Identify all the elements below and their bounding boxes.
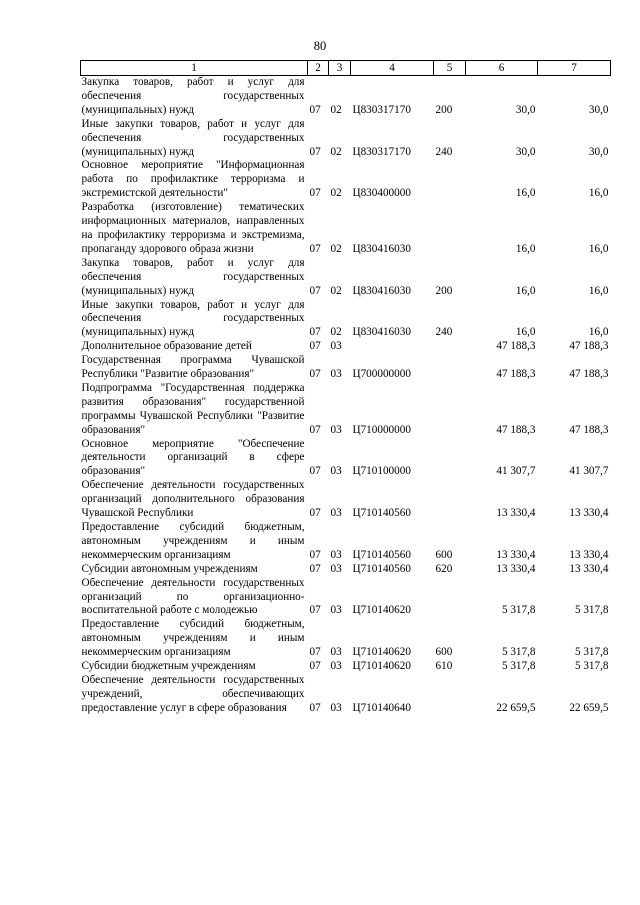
row-name: Основное мероприятие "Обеспечение деятельности организаций в сфере образования" — [81, 437, 305, 478]
header-row — [81, 61, 611, 76]
table-row — [81, 354, 611, 382]
row-amount-col7: 5 317,8 — [574, 660, 609, 673]
table-row — [81, 563, 611, 577]
row-target-code: Ц710140620 — [352, 604, 411, 617]
row-expense-type — [434, 340, 466, 354]
row-amount-col6: 16,0 — [515, 284, 536, 297]
row-amount-col7: 30,0 — [588, 103, 609, 116]
row-expense-type: 600 — [435, 646, 453, 659]
row-expense-type — [434, 674, 466, 716]
row-amount-col7: 16,0 — [588, 284, 609, 297]
row-amount-col7: 47 188,3 — [569, 340, 609, 353]
row-expense-type — [434, 201, 466, 257]
row-section: 07 — [309, 465, 321, 478]
row-name: Основное мероприятие "Информационная работа по профилактике терроризма и экстремистской деятельности" — [81, 159, 305, 200]
row-amount-col6: 41 307,7 — [496, 465, 536, 478]
row-subsection: 02 — [330, 242, 342, 255]
row-section: 07 — [309, 507, 321, 520]
row-amount-col7: 22 659,5 — [569, 701, 609, 714]
row-section: 07 — [309, 423, 321, 436]
row-amount-col7: 47 188,3 — [569, 368, 609, 381]
table-row — [81, 618, 611, 660]
row-section: 07 — [309, 242, 321, 255]
row-target-code: Ц830317170 — [352, 145, 411, 158]
table-row — [81, 382, 611, 438]
row-name: Подпрограмма "Государственная поддержка развития образования" государственной программы Чувашской Республики "Развитие образования" — [81, 381, 305, 436]
row-section: 07 — [309, 145, 321, 158]
row-section: 07 — [309, 646, 321, 659]
table-body — [81, 76, 611, 716]
row-name: Обеспечение деятельности государственных организаций по организационно-воспитательной работе с молодежью — [81, 576, 305, 617]
row-amount-col7: 13 330,4 — [569, 507, 609, 520]
table-row — [81, 340, 611, 354]
header-col-5: 5 — [434, 61, 466, 76]
row-expense-type — [434, 354, 466, 382]
row-amount-col6: 47 188,3 — [496, 368, 536, 381]
row-subsection: 03 — [330, 646, 342, 659]
table-row — [81, 577, 611, 619]
row-subsection: 03 — [330, 340, 342, 353]
header-col-6: 6 — [466, 61, 538, 76]
row-amount-col7: 16,0 — [588, 326, 609, 339]
row-subsection: 02 — [330, 145, 342, 158]
row-expense-type: 600 — [435, 548, 453, 561]
row-amount-col7: 47 188,3 — [569, 423, 609, 436]
row-name: Субсидии бюджетным учреждениям — [81, 660, 256, 673]
row-amount-col6: 5 317,8 — [501, 646, 536, 659]
row-subsection: 03 — [330, 604, 342, 617]
row-target-code — [351, 340, 434, 354]
table-row — [81, 201, 611, 257]
row-subsection: 03 — [330, 660, 342, 673]
row-amount-col6: 13 330,4 — [496, 562, 536, 575]
table-row — [81, 159, 611, 201]
row-expense-type: 240 — [435, 326, 453, 339]
row-name: Субсидии автономным учреждениям — [81, 562, 258, 575]
row-name: Иные закупки товаров, работ и услуг для обеспечения государственных (муниципальных) нужд — [81, 298, 305, 339]
row-expense-type — [434, 382, 466, 438]
row-amount-col6: 16,0 — [515, 242, 536, 255]
row-name: Предоставление субсидий бюджетным, автономным учреждениям и иным некоммерческим организациям — [81, 618, 305, 659]
row-amount-col7: 30,0 — [588, 145, 609, 158]
row-amount-col6: 30,0 — [515, 103, 536, 116]
row-target-code: Ц710140640 — [352, 701, 411, 714]
row-target-code: Ц710140560 — [352, 562, 411, 575]
row-section: 07 — [309, 660, 321, 673]
row-subsection: 03 — [330, 562, 342, 575]
row-expense-type: 610 — [435, 660, 453, 673]
table-row — [81, 438, 611, 480]
row-target-code: Ц830416030 — [352, 242, 411, 255]
row-section: 07 — [309, 103, 321, 116]
row-name: Предоставление субсидий бюджетным, автономным учреждениям и иным некоммерческим организациям — [81, 521, 305, 561]
row-amount-col6: 47 188,3 — [496, 340, 536, 353]
header-col-3: 3 — [329, 61, 351, 76]
row-section: 07 — [309, 562, 321, 575]
row-subsection: 03 — [330, 465, 342, 478]
row-amount-col6: 13 330,4 — [496, 548, 536, 561]
row-section: 07 — [309, 326, 321, 339]
row-expense-type — [434, 438, 466, 480]
row-section: 07 — [309, 701, 321, 714]
row-subsection: 03 — [330, 548, 342, 561]
row-amount-col6: 22 659,5 — [496, 701, 536, 714]
row-section: 07 — [309, 548, 321, 561]
row-name: Обеспечение деятельности государственных учреждений, обеспечивающих предоставление услуг в сфере образования — [81, 673, 305, 714]
row-amount-col6: 16,0 — [515, 326, 536, 339]
row-target-code: Ц830400000 — [352, 187, 411, 200]
table-row — [81, 521, 611, 563]
row-expense-type: 240 — [435, 145, 453, 158]
row-amount-col6: 30,0 — [515, 145, 536, 158]
row-expense-type — [434, 479, 466, 521]
row-section: 07 — [309, 340, 321, 353]
row-amount-col7: 16,0 — [588, 187, 609, 200]
row-amount-col7: 13 330,4 — [569, 548, 609, 561]
row-name: Обеспечение деятельности государственных организаций дополнительного образования Чувашской Республики — [81, 479, 305, 520]
row-name: Иные закупки товаров, работ и услуг для обеспечения государственных (муниципальных) нужд — [81, 117, 305, 158]
row-target-code: Ц710140560 — [352, 507, 411, 520]
row-amount-col6: 5 317,8 — [501, 660, 536, 673]
row-expense-type — [434, 159, 466, 201]
row-name: Государственная программа Чувашской Республики "Развитие образования" — [81, 354, 305, 381]
row-amount-col7: 5 317,8 — [574, 646, 609, 659]
row-expense-type: 200 — [435, 103, 453, 116]
table-row — [81, 479, 611, 521]
row-subsection: 03 — [330, 507, 342, 520]
row-amount-col6: 13 330,4 — [496, 507, 536, 520]
table-row — [81, 118, 611, 160]
row-name: Дополнительное образование детей — [81, 340, 252, 353]
row-amount-col7: 16,0 — [588, 242, 609, 255]
row-subsection: 03 — [330, 701, 342, 714]
budget-table — [80, 60, 611, 716]
row-subsection: 03 — [330, 368, 342, 381]
row-name: Закупка товаров, работ и услуг для обеспечения государственных (муниципальных) нужд — [81, 76, 305, 116]
row-section: 07 — [309, 187, 321, 200]
row-amount-col7: 5 317,8 — [574, 604, 609, 617]
row-target-code: Ц710140560 — [352, 548, 411, 561]
table-row — [81, 76, 611, 118]
table-row — [81, 674, 611, 716]
row-target-code: Ц710100000 — [352, 465, 411, 478]
row-amount-col6: 16,0 — [515, 187, 536, 200]
row-expense-type: 620 — [435, 562, 453, 575]
row-section: 07 — [309, 368, 321, 381]
row-expense-type: 200 — [435, 284, 453, 297]
row-amount-col7: 13 330,4 — [569, 562, 609, 575]
row-target-code: Ц710140620 — [352, 646, 411, 659]
row-expense-type — [434, 577, 466, 619]
table-row — [81, 257, 611, 299]
row-amount-col6: 47 188,3 — [496, 423, 536, 436]
header-col-2: 2 — [308, 61, 329, 76]
row-target-code: Ц710140620 — [352, 660, 411, 673]
row-target-code: Ц830416030 — [352, 326, 411, 339]
row-name: Закупка товаров, работ и услуг для обеспечения государственных (муниципальных) нужд — [81, 256, 305, 297]
row-subsection: 02 — [330, 326, 342, 339]
header-col-4: 4 — [351, 61, 434, 76]
header-col-1: 1 — [81, 61, 308, 76]
row-section: 07 — [309, 284, 321, 297]
row-subsection: 02 — [330, 187, 342, 200]
row-section: 07 — [309, 604, 321, 617]
table-header — [81, 61, 611, 76]
row-target-code: Ц830317170 — [352, 103, 411, 116]
row-target-code: Ц700000000 — [352, 368, 411, 381]
row-amount-col7: 41 307,7 — [569, 465, 609, 478]
table-row — [81, 299, 611, 341]
row-subsection: 02 — [330, 284, 342, 297]
page-number: 80 — [313, 39, 327, 53]
header-col-7: 7 — [538, 61, 611, 76]
row-subsection: 03 — [330, 423, 342, 436]
row-amount-col6: 5 317,8 — [501, 604, 536, 617]
row-subsection: 02 — [330, 103, 342, 116]
row-name: Разработка (изготовление) тематических информационных материалов, направленных на профилактику терроризма и экстремизма, пропаганду здорового образа жизни — [81, 201, 305, 255]
table-row — [81, 660, 611, 674]
row-target-code: Ц710000000 — [352, 423, 411, 436]
row-target-code: Ц830416030 — [352, 284, 411, 297]
